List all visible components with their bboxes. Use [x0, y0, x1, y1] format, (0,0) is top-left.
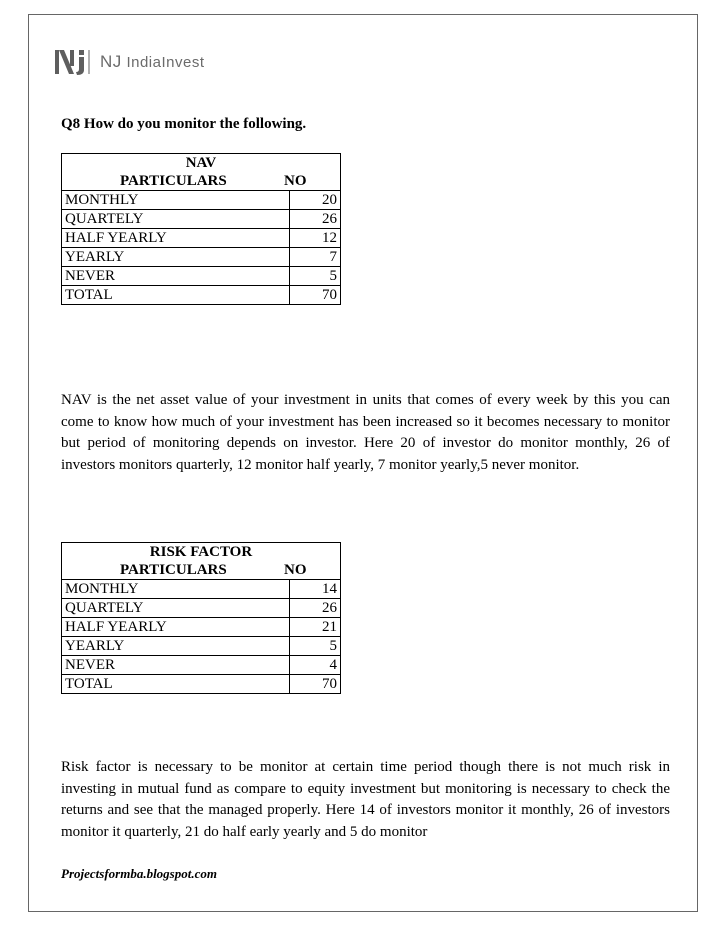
- row-label: HALF YEARLY: [62, 618, 290, 637]
- table-row: [62, 580, 341, 599]
- row-value: 4: [290, 656, 341, 675]
- row-label: MONTHLY: [62, 191, 290, 210]
- table-row: [62, 637, 341, 656]
- row-value: 21: [290, 618, 341, 637]
- logo-text-indiainvest: IndiaInvest: [126, 54, 205, 71]
- row-label: YEARLY: [62, 248, 290, 267]
- row-label: TOTAL: [62, 286, 290, 305]
- table-row: [62, 618, 341, 637]
- row-value: 70: [290, 286, 341, 305]
- row-value: 5: [290, 267, 341, 286]
- row-value: 70: [290, 675, 341, 694]
- col-particulars: PARTICULARS: [120, 562, 227, 578]
- table-row: [62, 248, 341, 267]
- table-row: [62, 599, 341, 618]
- row-label: NEVER: [62, 656, 290, 675]
- nav-table-header: [62, 172, 341, 191]
- risk-paragraph: Risk factor is necessary to be monitor at certain time period though there is not much risk in investing in mutual fund as compare to equity investment but monitoring is necessary to check the returns and see that the managed properly. Here 14 of investors monitor it monthly, 26 of investors monitor it quarterly, 21 do half early yearly and 5 do monitor: [61, 759, 670, 840]
- table-row: [62, 229, 341, 248]
- table-row: [62, 210, 341, 229]
- row-value: 5: [290, 637, 341, 656]
- table-row-total: [62, 286, 341, 305]
- risk-table-header: [62, 561, 341, 580]
- nav-paragraph: NAV is the net asset value of your investment in units that comes of every week by this you can come to know how much of your investment has been increased so it becomes necessary to monitor but period of monitoring depends on investor. Here 20 of investor do monitor monthly, 26 of investors monitors quarterly, 12 monitor half yearly, 7 monitor yearly,5 never monitor.: [61, 392, 670, 473]
- col-particulars: PARTICULARS: [120, 173, 227, 189]
- col-no: NO: [284, 562, 307, 578]
- row-label: NEVER: [62, 267, 290, 286]
- row-label: YEARLY: [62, 637, 290, 656]
- row-label: QUARTELY: [62, 210, 290, 229]
- nj-logo-icon: [54, 48, 94, 76]
- col-no: NO: [284, 173, 307, 189]
- table-row-total: [62, 675, 341, 694]
- table-row: [62, 267, 341, 286]
- logo-text: [100, 52, 205, 72]
- row-value: 7: [290, 248, 341, 267]
- nav-table: [61, 153, 341, 305]
- row-value: 12: [290, 229, 341, 248]
- row-value: 26: [290, 210, 341, 229]
- table-row: [62, 656, 341, 675]
- row-label: TOTAL: [62, 675, 290, 694]
- risk-table: [61, 542, 341, 694]
- row-label: QUARTELY: [62, 599, 290, 618]
- nav-table-title: NAV: [62, 154, 341, 173]
- table-row: [62, 191, 341, 210]
- question-heading: Q8 How do you monitor the following.: [61, 116, 307, 132]
- logo-text-nj: NJ: [100, 52, 122, 71]
- nj-indiainvest-logo: [54, 48, 205, 76]
- row-value: 14: [290, 580, 341, 599]
- row-label: MONTHLY: [62, 580, 290, 599]
- risk-table-title: RISK FACTOR: [62, 543, 341, 562]
- row-label: HALF YEARLY: [62, 229, 290, 248]
- row-value: 20: [290, 191, 341, 210]
- row-value: 26: [290, 599, 341, 618]
- footer-site: Projectsformba.blogspot.com: [61, 866, 217, 881]
